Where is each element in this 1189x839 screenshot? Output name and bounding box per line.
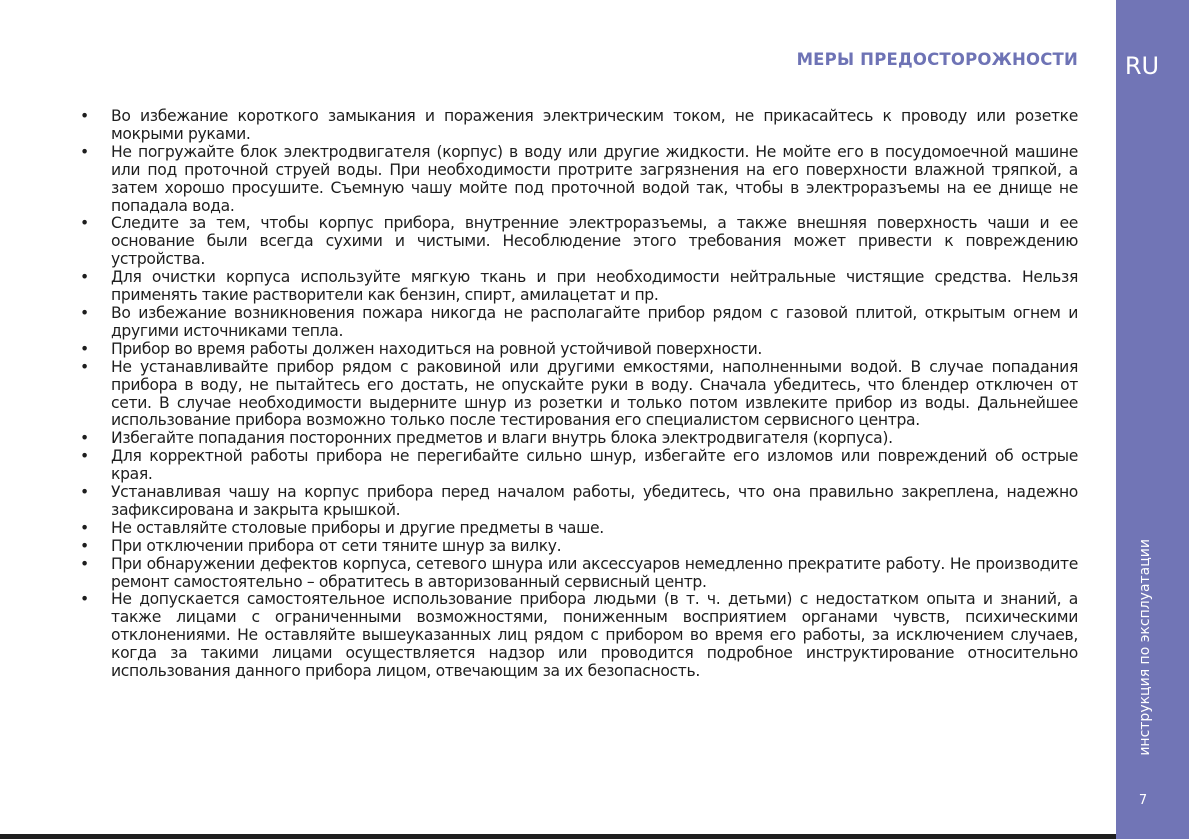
list-item: • Не погружайте блок электродвигателя (корпус) в воду или другие жидкости. Не мойте его в посудомоечной машине или под проточной струей воды. При необходимости протрите загрязнения на его поверхности влажной тряпкой, а затем хорошо просушите. Съемную чашу мойте под проточной водой так, чтобы в электроразъемы на ее днище не попадала вода. <box>80 144 1078 216</box>
list-item: • Прибор во время работы должен находиться на ровной устойчивой поверхности. <box>80 341 1078 359</box>
list-item: • Устанавливая чашу на корпус прибора перед началом работы, убедитесь, что она правильно закреплена, надежно зафиксирована и закрыта крышкой. <box>80 484 1078 520</box>
safety-list <box>80 108 1078 681</box>
list-item: • При обнаружении дефектов корпуса, сетевого шнура или аксессуаров немедленно прекратите работу. Не производите ремонт самостоятельно – обратитесь в авторизованный сервисный центр. <box>80 556 1078 592</box>
list-item: • Во избежание возникновения пожара никогда не располагайте прибор рядом с газовой плитой, открытым огнем и другими источниками тепла. <box>80 305 1078 341</box>
list-item: • При отключении прибора от сети тяните шнур за вилку. <box>80 538 1078 556</box>
list-item: • Следите за тем, чтобы корпус прибора, внутренние электроразъемы, а также внешняя поверхность чаши и ее основание были всегда сухими и чистыми. Несоблюдение этого требования может привести к повреждению устройства. <box>80 215 1078 269</box>
list-item: • Не допускается самостоятельное использование прибора людьми (в т. ч. детьми) с недостатком опыта и знаний, а также лицами с ограниченными возможностями, пониженным восприятием органами чувств, психическими отклонениями. Не оставляйте вышеуказанных лиц рядом с прибором во время его работы, за исключением случаев, когда за такими лицами осуществляется надзор или проводится подробное инструктирование относительно использования данного прибора лицом, отвечающим за их безопасность. <box>80 591 1078 681</box>
page-title: МЕРЫ ПРЕДОСТОРОЖНОСТИ <box>796 50 1078 69</box>
page-number: 7 <box>1138 793 1148 808</box>
list-item: • Избегайте попадания посторонних предметов и влаги внутрь блока электродвигателя (корпуса). <box>80 430 1078 448</box>
list-item: • Не оставляйте столовые приборы и другие предметы в чаше. <box>80 520 1078 538</box>
list-item: • Для корректной работы прибора не перегибайте сильно шнур, избегайте его изломов или повреждений об острые края. <box>80 448 1078 484</box>
language-label: RU <box>1124 52 1160 80</box>
list-item: • Во избежание короткого замыкания и поражения электрическим током, не прикасайтесь к проводу или розетке мокрыми руками. <box>80 108 1078 144</box>
section-label-container <box>1135 530 1155 765</box>
sidebar <box>1116 0 1189 839</box>
list-item: • Для очистки корпуса используйте мягкую ткань и при необходимости нейтральные чистящие средства. Нельзя применять такие растворители как бензин, спирт, амилацетат и пр. <box>80 269 1078 305</box>
bottom-divider <box>0 834 1116 839</box>
list-item: • Не устанавливайте прибор рядом с раковиной или другими емкостями, наполненными водой. В случае попадания прибора в воду, не пытайтесь его достать, не опускайте руки в воду. Сначала убедитесь, что блендер отключен от сети. В случае необходимости выдерните шнур из розетки и только потом извлеките прибор из воды. Дальнейшее использование прибора возможно только после тестирования его специалистом сервисного центра. <box>80 359 1078 431</box>
section-label: инструкция по эксплуатации <box>1137 539 1153 756</box>
